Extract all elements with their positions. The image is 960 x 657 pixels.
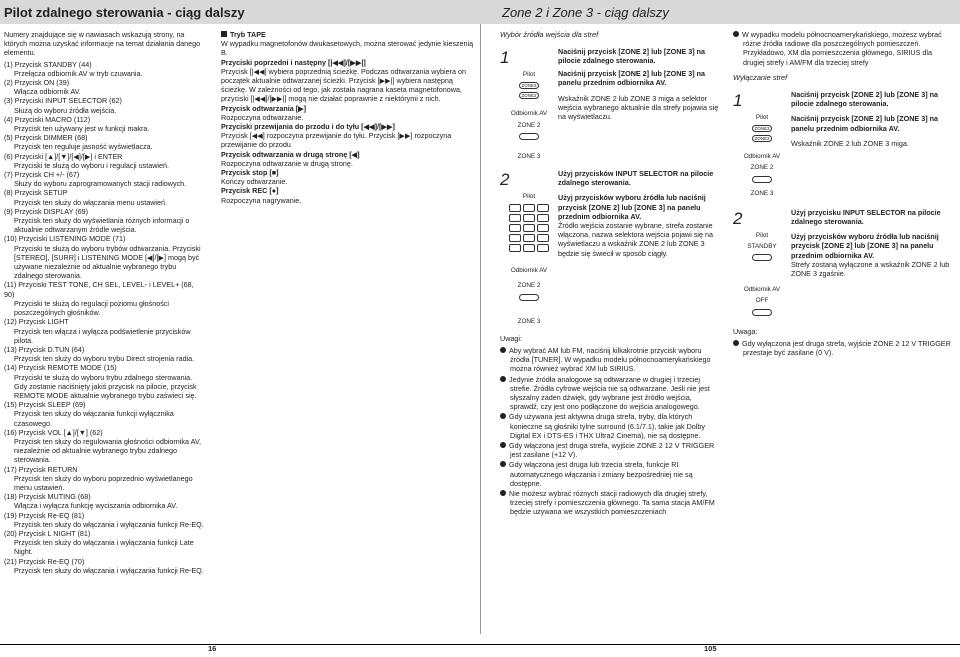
right-page-number: 105: [704, 644, 717, 653]
button-item-description: Włącza odbiornik AV.: [14, 87, 81, 97]
bullet-icon: [733, 31, 739, 37]
square-bullet-icon: [221, 31, 227, 37]
button-item-description: Przycisk ten służy do włączania menu ustawień.: [14, 197, 168, 207]
tape-button-title: Przyciski przewijania do przodu i do tyłu [◀◀]/[▶▶]: [221, 122, 395, 132]
tape-button-title: Przycisk REC [●]: [221, 186, 279, 196]
zone-turn-off: [733, 30, 955, 358]
remote-illustration: [500, 47, 558, 163]
tape-button-title: Przycisk odtwarzania [▶]: [221, 103, 307, 113]
note-item: Aby wybrać AM lub FM, naciśnij kilkakrotnie przycisk wyboru źródła [TUNER]. W wypadku modelu północnoamerykańskiego można również wybrać XM lub SIRIUS.: [500, 346, 722, 374]
zone3-receiver-label: ZONE 3: [517, 152, 541, 160]
button-item-description: Włącza i wyłącza funkcję wyciszania odbiornika AV.: [14, 501, 178, 511]
zone2-receiver-label: ZONE 2: [750, 164, 774, 172]
section-title-off: Wyłączanie stref: [733, 72, 788, 82]
button-item-description: Przycisk ten służy do wyboru trybu Direct strojenia radia.: [14, 354, 195, 364]
note-item: Nie możesz wybrać różnych stacji radiowych dla drugiej strefy, trzeciej strefy i pomieszczenia głównego. Ta sama stacja AM/FM będzie używana we wszystkich pomieszczeniach: [500, 489, 722, 517]
step-number: 1: [500, 48, 510, 68]
right-page-title: Zone 2 i Zone 3 - ciąg dalszy: [502, 4, 669, 20]
step-number: 2: [500, 170, 510, 190]
tape-button-description: Rozpoczyna nagrywanie.: [221, 195, 302, 205]
step-2: [500, 169, 722, 328]
button-item-title: (17) Przycisk RETURN: [4, 464, 78, 474]
remote-label: Pilot: [755, 231, 769, 239]
input-selector-keypad: [500, 204, 558, 252]
button-item-description: Przycisk ten służy do włączania i wyłączania funkcji Late Night.: [14, 538, 194, 557]
button-item-description: Przyciski te służą do wyboru i regulacji ustawień.: [14, 160, 169, 170]
standby-button: [752, 254, 772, 261]
bullet-icon: [500, 376, 506, 382]
remote-illustration-2: [500, 169, 558, 328]
tape-mode-section: [221, 30, 477, 205]
tape-button-title: Przyciski poprzedni i następny [|◀◀]/[▶▶|]: [221, 57, 366, 67]
remote-illustration: [733, 90, 791, 200]
tape-button-description: Przycisk [|◀◀] wybiera poprzednią ścieżkę. Podczas odtwarzania wybiera on początek aktualnie odtwarzanej ścieżki. Przycisk [▶▶|] wybiera następną ścieżkę. W zależności od tego, jak została nagrana kaseta magnetofonowa, przyciski [|◀◀]/[▶▶|] mogą nie działać poprawnie z niektórymi z nich.: [221, 66, 467, 104]
tape-mode-buttons: [221, 58, 477, 205]
tape-mode-title: Tryb TAPE: [221, 30, 477, 39]
button-item-description: Przycisk ten służy do włączania i wyłączania funkcji Re-EQ.: [14, 565, 204, 575]
remote-label: Pilot: [522, 71, 536, 79]
button-item-title: (11) Przyciski TEST TONE, CH SEL, LEVEL- i LEVEL+ (68, 90): [4, 280, 194, 299]
tape-button-description: Kończy odtwarzanie.: [221, 177, 288, 187]
step-number: 1: [733, 91, 743, 111]
button-item-title: (19) Przycisk Re-EQ (81): [4, 510, 85, 520]
page-divider: [480, 24, 481, 634]
button-item-title: (7) Przycisk CH +/- (67): [4, 170, 80, 180]
tape-button-description: Rozpoczyna odtwarzanie.: [221, 112, 304, 122]
off-button: [752, 309, 772, 316]
note-item: Gdy używana jest aktywna druga strefa, tryby, dla których konieczne są głośniki tylne surround (6.1/7.1), takie jak Dolby Digital EX i DTS-ES i THX Ultra2 Cinema), nie są dostępne.: [500, 412, 722, 440]
button-item-description: Służy do wyboru zaprogramowanych stacji radiowych.: [14, 179, 187, 189]
zone2-receiver-label: ZONE 2: [517, 282, 541, 290]
right-bottom-rule: [480, 644, 960, 645]
off-step-1: [733, 90, 955, 200]
step-1-text: Naciśnij przycisk [ZONE 2] lub [ZONE 3] na pilocie zdalnego sterowania. Naciśnij przycisk [ZONE 2] lub [ZONE 3] na panelu przednim odbiornika AV. Wskaźnik ZONE 2 lub ZONE 3 miga a selektor wejścia wybranego aktualnie dla strefy pojawia się na wyświetlaczu.: [558, 47, 719, 122]
note-item: Gdy włączona jest druga lub trzecia strefa, funkcje RI automatycznego włączania i zmiany bezpośredniej nie są dostępne.: [500, 460, 722, 488]
button-item-title: (8) Przycisk SETUP: [4, 188, 68, 198]
step-1: [500, 47, 722, 163]
receiver-label: Odbiornik AV: [743, 153, 781, 161]
tape-button-title: Przycisk odtwarzania w drugą stronę [◀]: [221, 149, 360, 159]
section-title-input: Wybór źródła wejścia dla stref: [500, 30, 599, 39]
zone3-remote-button: ZONE2: [519, 92, 539, 99]
receiver-label: Odbiornik AV: [510, 110, 548, 118]
button-item-description: Przyciski te służą do wyboru trybu zdalnego sterowania. Gdy zostanie naciśnięty jakiś przycisk na pilocie, przycisk REMOTE MODE aktualnie wybranego trybu zaświeci się.: [14, 372, 197, 400]
button-item-title: (2) Przycisk ON (39): [4, 78, 70, 88]
bullet-icon: [500, 413, 506, 419]
top-note: W wypadku modelu północnoamerykańskiego, możesz wybrać różne źródła radiowe dla poszczególnych pomieszczeń. Przykładowo, XM dla pomieszczenia głównego, SIRIUS dla drugiej strefy i AM/FM dla trzeciej strefy: [733, 30, 955, 67]
zone3-receiver-label: ZONE 3: [517, 317, 541, 325]
button-descriptions: [4, 60, 206, 575]
off-step-2-text: Użyj przycisku INPUT SELECTOR na pilocie zdalnego sterowania. Użyj przycisków wyboru źródła lub naciśnij przycisk [ZONE 2] lub [ZONE 3] na panelu przednim odbiornika AV. Strefy zostaną wyłączone a wskaźnik ZONE 2 lub ZONE 3 zgaśnie.: [791, 207, 950, 279]
button-item-title: (1) Przycisk STANDBY (44): [4, 59, 92, 69]
button-item-title: (10) Przyciski LISTENING MODE (71): [4, 234, 126, 244]
remote-buttons-list: [4, 30, 206, 575]
tape-button-description: Przycisk [◀◀] rozpoczyna przewijanie do tyłu. Przycisk [▶▶] rozpoczyna przewijanie do przodu: [221, 131, 452, 150]
button-item-description: Przycisk ten służy do włączania funkcji wyłącznika czasowego.: [14, 409, 174, 428]
remote-label: Pilot: [755, 114, 769, 122]
left-bottom-rule: [0, 644, 480, 645]
button-item-description: Przycisk ten włącza i wyłącza podświetlenie przycisków pilota.: [14, 326, 191, 345]
zone2-remote-button: ZONE3: [519, 82, 539, 89]
right-page-header: [480, 0, 960, 24]
bullet-icon: [500, 442, 506, 448]
off-step-1-text: Naciśnij przycisk [ZONE 2] lub [ZONE 3] na pilocie zdalnego sterowania. Naciśnij przycisk [ZONE 2] lub [ZONE 3] na panelu przednim odbiornika AV. Wskaźnik ZONE 2 lub ZONE 3 miga.: [791, 90, 938, 148]
note-item: Jedynie źródła analogowe są odtwarzane w drugiej i trzeciej strefie. Źródła cyfrowe wejścia nie są odtwarzane. Jeśli nie jest słyszalny żaden dźwięk, gdy wybrane jest źródło wejścia, sprawdź, czy jest ono podłączone do wejścia analogowego.: [500, 375, 722, 412]
button-item-title: (16) Przycisk VOL [▲]/[▼] (62): [4, 427, 103, 437]
notes-title: Uwagi:: [500, 333, 522, 343]
button-item-title: (18) Przycisk MUTING (68): [4, 492, 91, 502]
bullet-icon: [733, 340, 739, 346]
remote-label: Pilot: [522, 193, 536, 201]
button-item-description: Przełącza odbiornik AV w tryb czuwania.: [14, 68, 143, 78]
note-item: Gdy wyłączona jest druga strefa, wyjście ZONE 2 12 V TRIGGER przestaje być zasilane (0 V).: [733, 339, 955, 357]
button-item-title: (14) Przycisk REMOTE MODE (15): [4, 363, 117, 373]
note-item: Gdy włączona jest druga strefa, wyjście ZONE 2 12 V TRIGGER jest zasilane (+12 V).: [500, 441, 722, 459]
standby-label: STANDBY: [747, 243, 777, 251]
intro-text: Numery znajdujące się w nawiasach wskazują strony, na których można uzyskać informacje na temat działania danego elementu.: [4, 30, 201, 58]
tape-mode-intro: W wypadku magnetofonów dwukasetowych, można sterować jedynie kieszenią B.: [221, 39, 474, 58]
left-page-title: Pilot zdalnego sterowania - ciąg dalszy: [4, 4, 245, 20]
button-item-title: (20) Przycisk L NIGHT (81): [4, 528, 91, 538]
off-label: OFF: [755, 297, 769, 305]
note-title: Uwaga:: [733, 326, 758, 336]
button-item-description: Przycisk ten używany jest w funkcji makra.: [14, 124, 150, 134]
zone-input-selection: [500, 30, 722, 518]
button-item-description: Przyciski te służą do regulacji poziomu głośności poszczególnych głośników.: [14, 298, 169, 318]
zone2-receiver-button: [752, 176, 772, 183]
notes-list: [500, 346, 722, 517]
button-item-title: (6) Przyciski [▲]/[▼]/[◀]/[▶] i ENTER: [4, 151, 123, 161]
receiver-label: Odbiornik AV: [743, 286, 781, 294]
bullet-icon: [500, 461, 506, 467]
button-item-description: Przycisk ten służy do włączania i wyłączania funkcji Re-EQ.: [14, 519, 204, 529]
button-item-title: (3) Przyciski INPUT SELECTOR (62): [4, 96, 122, 106]
zone2-receiver-label: ZONE 2: [517, 121, 541, 129]
zone2-remote-button: ZONE2: [752, 135, 772, 142]
step-number: 2: [733, 208, 743, 228]
button-item-title: (5) Przycisk DIMMER (68): [4, 133, 88, 143]
button-item-description: Przycisk ten służy do regulowania głośności odbiornika AV, niezależnie od aktualnie wybranego trybu zdalnego sterowania.: [14, 436, 201, 465]
tape-button-title: Przycisk stop [■]: [221, 168, 279, 178]
button-item-title: (9) Przycisk DISPLAY (69): [4, 206, 89, 216]
button-item-description: Przycisk ten służy do wyboru poprzednio wyświetlanego menu ustawień.: [14, 473, 193, 492]
button-item-title: (13) Przycisk D.TUN (64): [4, 344, 85, 354]
zone2-receiver-button: [519, 133, 539, 140]
off-step-2: [733, 208, 955, 319]
button-item-title: (21) Przycisk Re-EQ (70): [4, 556, 85, 566]
left-page-header: [0, 0, 480, 24]
button-item-description: Przycisk ten służy do wyświetlania różnych informacji o aktualnie odtwarzanym źródle wejścia.: [14, 216, 190, 235]
step-2-text: Użyj przycisków INPUT SELECTOR na pilocie zdalnego sterowania. Użyj przycisków wyboru źródła lub naciśnij przycisk [ZONE 2] lub [ZONE 3] na panelu przednim odbiornika AV. Źródło wejścia zostanie wybrane, strefa zostanie włączona, nazwa selektora wejścia pojawi się na wyświetlaczu a wskaźnik ZONE 2 lub ZONE 3 będzie się świecił w sposób ciągły.: [558, 169, 714, 258]
button-item-title: (15) Przycisk SLEEP (69): [4, 400, 86, 410]
button-item-title: (4) Przyciski MACRO (112): [4, 114, 91, 124]
remote-illustration-2: [733, 208, 791, 319]
receiver-label: Odbiornik AV: [510, 267, 548, 275]
button-item-title: (12) Przycisk LIGHT: [4, 317, 69, 327]
tape-button-description: Rozpoczyna odtwarzanie w drugą stronę.: [221, 158, 353, 168]
button-item-description: Przycisk ten reguluje jasność wyświetlacza.: [14, 142, 153, 152]
zone2-receiver-button: [519, 294, 539, 301]
left-page-number: 16: [208, 644, 217, 653]
zone3-remote-button: ZONE3: [752, 125, 772, 132]
bullet-icon: [500, 490, 506, 496]
button-item-description: Służą do wyboru źródła wejścia.: [14, 105, 117, 115]
bullet-icon: [500, 347, 506, 353]
button-item-description: Przyciski te służą do wyboru trybów odtwarzania. Przyciski [STEREO], [SURR] i LISTENING MODE [◀]/[▶] mogą być używane niezależnie od aktualnie wybranego trybu zdalnego sterowania.: [14, 243, 201, 281]
zone3-receiver-label: ZONE 3: [750, 189, 774, 197]
